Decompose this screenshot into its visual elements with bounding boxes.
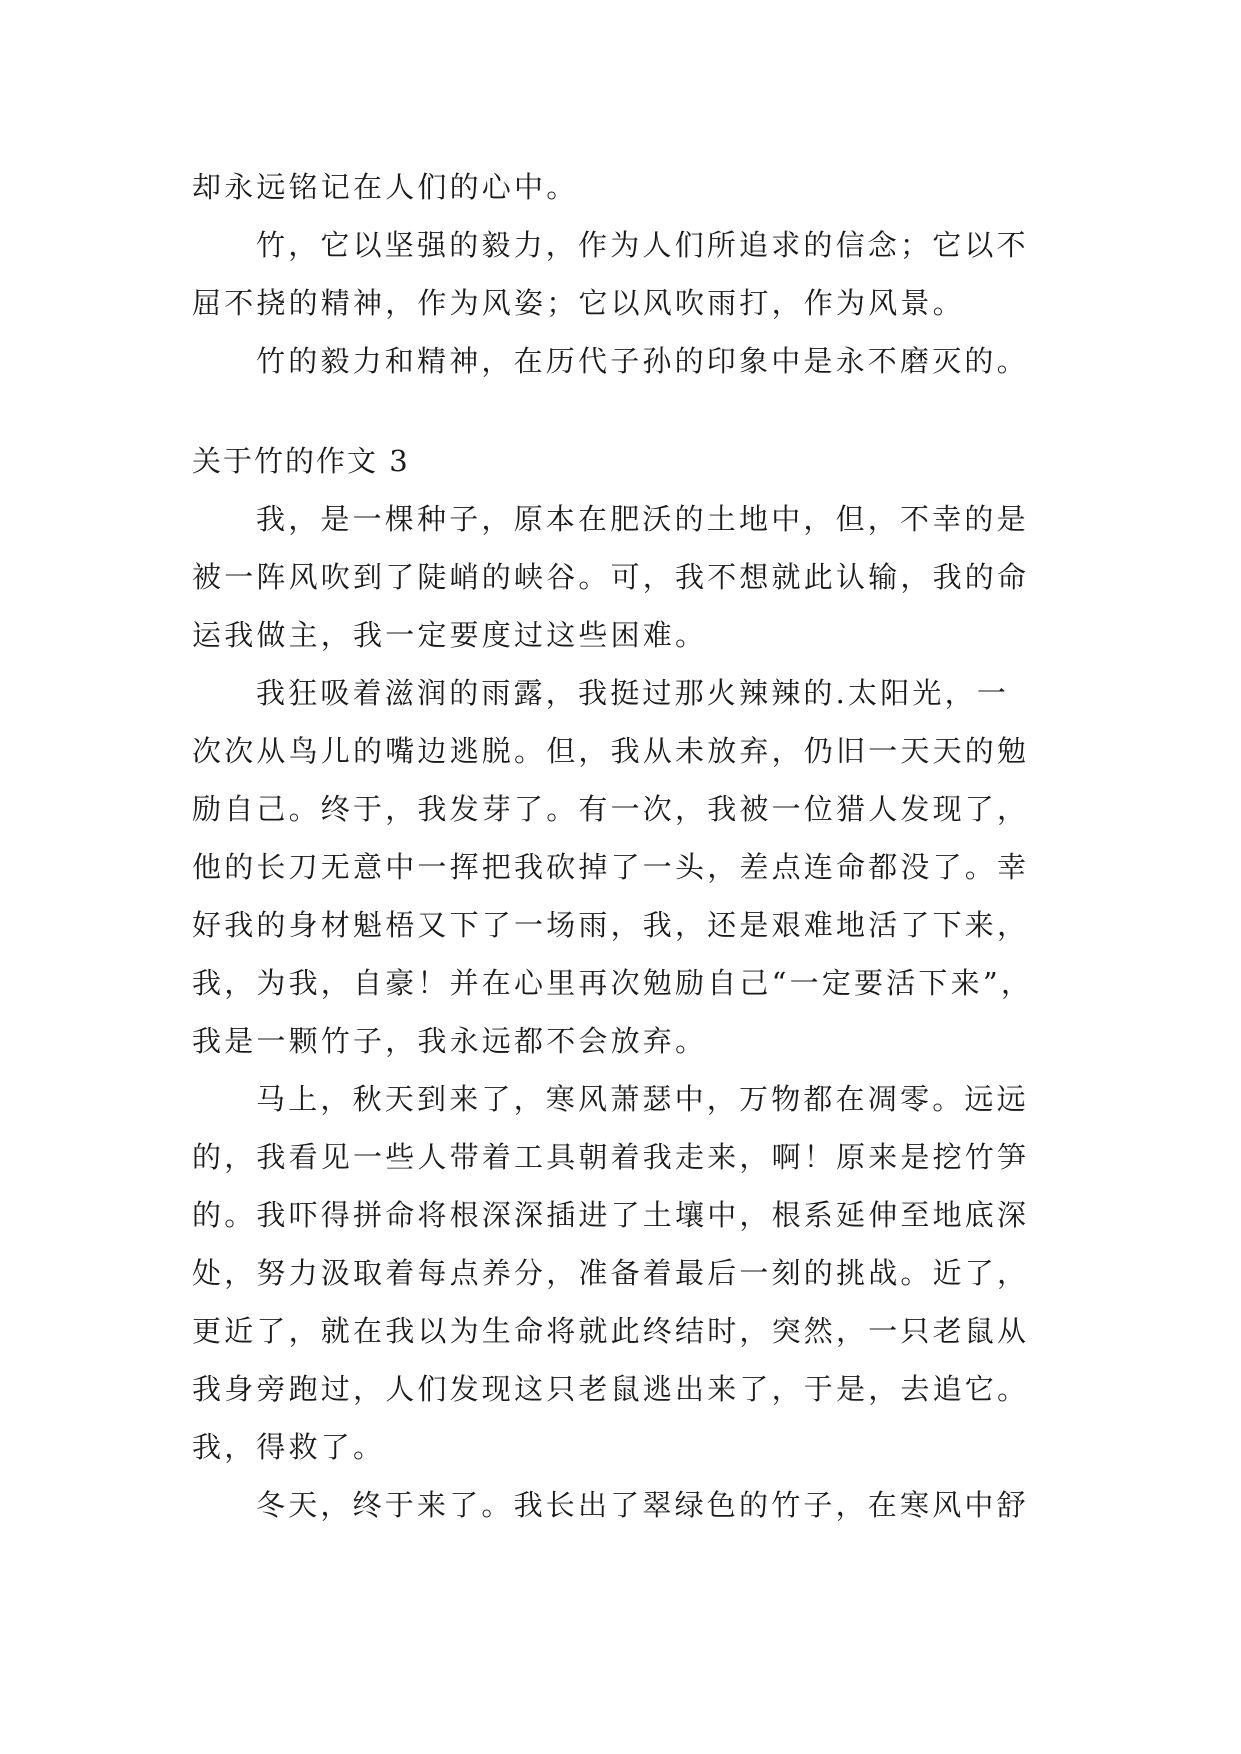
text-line: 却永远铭记在人们的心中。 (192, 170, 579, 204)
text-line: 竹，它以坚强的毅力，作为人们所追求的信念；它以不 (256, 228, 1029, 262)
text-line: 他的长刀无意中一挥把我砍掉了一头，差点连命都没了。幸 (192, 850, 1030, 884)
text-line: 更近了，就在我以为生命将就此终结时，突然，一只老鼠从 (192, 1314, 1030, 1348)
text-line: 的。我吓得拼命将根深深插进了土壤中，根系延伸至地底深 (192, 1198, 1030, 1232)
text-line: 我是一颗竹子，我永远都不会放弃。 (192, 1024, 708, 1058)
text-line: 我，是一棵种子，原本在肥沃的土地中，但，不幸的是 (256, 502, 1029, 536)
essay-heading: 关于竹的作文 3 (192, 444, 410, 478)
text-line: 的，我看见一些人带着工具朝着我走来，啊！原来是挖竹笋 (192, 1140, 1030, 1174)
paragraph-autumn (192, 1070, 1052, 1476)
section-gap (192, 390, 1052, 432)
text-line: 处，努力汲取着每点养分，准备着最后一刻的挑战。近了， (192, 1256, 1030, 1290)
text-line: 马上，秋天到来了，寒风萧瑟中，万物都在凋零。远远 (256, 1082, 1029, 1116)
text-line: 我狂吸着滋润的雨露，我挺过那火辣辣的.太阳光，一 (256, 676, 1010, 710)
text-column (192, 158, 1052, 1534)
text-line: 冬天，终于来了。我长出了翠绿色的竹子，在寒风中舒 (256, 1488, 1029, 1522)
text-line: 被一阵风吹到了陡峭的峡谷。可，我不想就此认输，我的命 (192, 560, 1030, 594)
text-line: 竹的毅力和精神，在历代子孙的印象中是永不磨灭的。 (256, 344, 1029, 378)
text-line: 我，得救了。 (192, 1430, 386, 1464)
text-line: 次次从鸟儿的嘴边逃脱。但，我从未放弃，仍旧一天天的勉 (192, 734, 1030, 768)
text-line: 运我做主，我一定要度过这些困难。 (192, 618, 708, 652)
text-line: 好我的身材魁梧又下了一场雨，我，还是艰难地活了下来， (192, 908, 1030, 942)
paragraph-bamboo-resolve (192, 216, 1052, 332)
paragraph-winter (192, 1476, 1052, 1534)
text-line: 励自己。终于，我发芽了。有一次，我被一位猎人发现了， (192, 792, 1030, 826)
paragraph-seed (192, 490, 1052, 664)
text-line: 我身旁跑过，人们发现这只老鼠逃出来了，于是，去追它。 (192, 1372, 1030, 1406)
text-line: 我，为我，自豪！并在心里再次勉励自己“一定要活下来”， (192, 966, 1034, 1000)
paragraph-growth (192, 664, 1052, 1070)
paragraph-continued (192, 158, 1052, 216)
paragraph-bamboo-spirit (192, 332, 1052, 390)
text-line: 屈不挠的精神，作为风姿；它以风吹雨打，作为风景。 (192, 286, 965, 320)
